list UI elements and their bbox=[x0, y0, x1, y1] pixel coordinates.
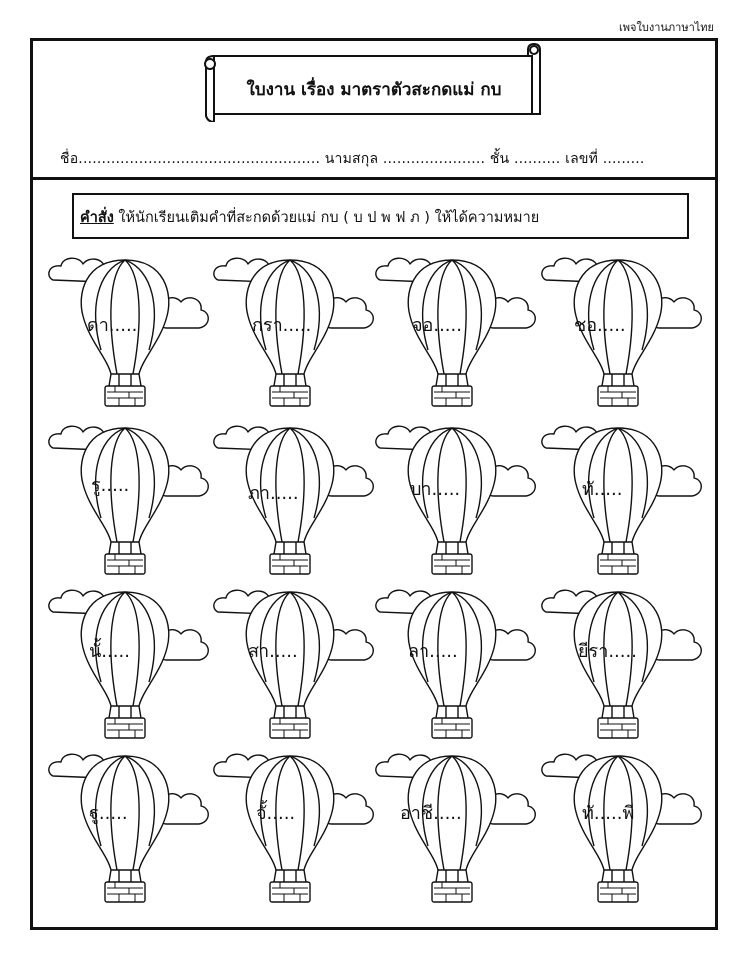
hot-air-balloon bbox=[538, 418, 708, 583]
hot-air-balloon-icon bbox=[45, 418, 215, 583]
balloon-word: จอ..... bbox=[412, 315, 462, 336]
balloon-word: อาชี..... bbox=[400, 803, 462, 824]
hot-air-balloon bbox=[210, 418, 380, 583]
hot-air-balloon bbox=[538, 250, 708, 415]
hot-air-balloon-icon bbox=[210, 746, 380, 911]
hot-air-balloon-icon bbox=[538, 746, 708, 911]
hot-air-balloon-icon bbox=[45, 582, 215, 747]
balloon-word: ภา..... bbox=[248, 483, 299, 504]
balloon-word: กรา..... bbox=[252, 315, 312, 336]
title-banner bbox=[200, 42, 545, 122]
balloon-word: จั้..... bbox=[256, 803, 296, 824]
instruction-text: ให้นักเรียนเติมคำที่สะกดด้วยแม่ กบ ( บ ป พ ฟ ภ ) ให้ได้ความหมาย bbox=[113, 210, 540, 226]
hot-air-balloon bbox=[372, 418, 542, 583]
hot-air-balloon bbox=[210, 746, 380, 911]
balloon-word: ทั.....พี bbox=[582, 803, 635, 824]
balloon-word: นั้..... bbox=[89, 641, 130, 662]
balloon-word: ทั..... bbox=[582, 479, 623, 500]
balloon-word: ยีรา..... bbox=[578, 641, 637, 662]
hot-air-balloon bbox=[372, 250, 542, 415]
instruction-label: คำสั่ง bbox=[80, 210, 114, 226]
hot-air-balloon bbox=[45, 250, 215, 415]
hot-air-balloon bbox=[210, 582, 380, 747]
hot-air-balloon-icon bbox=[372, 746, 542, 911]
balloon-word: บา..... bbox=[410, 479, 461, 500]
balloon-word: รู..... bbox=[91, 475, 130, 496]
balloon-word: ฐู..... bbox=[89, 803, 128, 824]
header-divider bbox=[30, 177, 718, 180]
balloon-word: ลา..... bbox=[408, 641, 458, 662]
hot-air-balloon-icon bbox=[538, 418, 708, 583]
balloon-word: ชอ..... bbox=[574, 315, 626, 336]
student-info-line: ชื่อ.................................................... นามสกุล ...................... ชั้น .......... เลขที่ ......... bbox=[60, 151, 645, 167]
instruction-box bbox=[72, 193, 689, 239]
page-tag: เพจใบงานภาษาไทย bbox=[619, 21, 714, 34]
hot-air-balloon bbox=[372, 582, 542, 747]
hot-air-balloon bbox=[210, 250, 380, 415]
hot-air-balloon bbox=[45, 746, 215, 911]
hot-air-balloon bbox=[538, 746, 708, 911]
hot-air-balloon bbox=[538, 582, 708, 747]
balloon-word: สา..... bbox=[248, 641, 298, 662]
hot-air-balloon bbox=[45, 582, 215, 747]
hot-air-balloon bbox=[45, 418, 215, 583]
worksheet-title: ใบงาน เรื่อง มาตราตัวสะกดแม่ กบ bbox=[246, 80, 502, 100]
hot-air-balloon bbox=[372, 746, 542, 911]
balloon-word: ดา..... bbox=[87, 315, 138, 336]
hot-air-balloon-icon bbox=[45, 746, 215, 911]
